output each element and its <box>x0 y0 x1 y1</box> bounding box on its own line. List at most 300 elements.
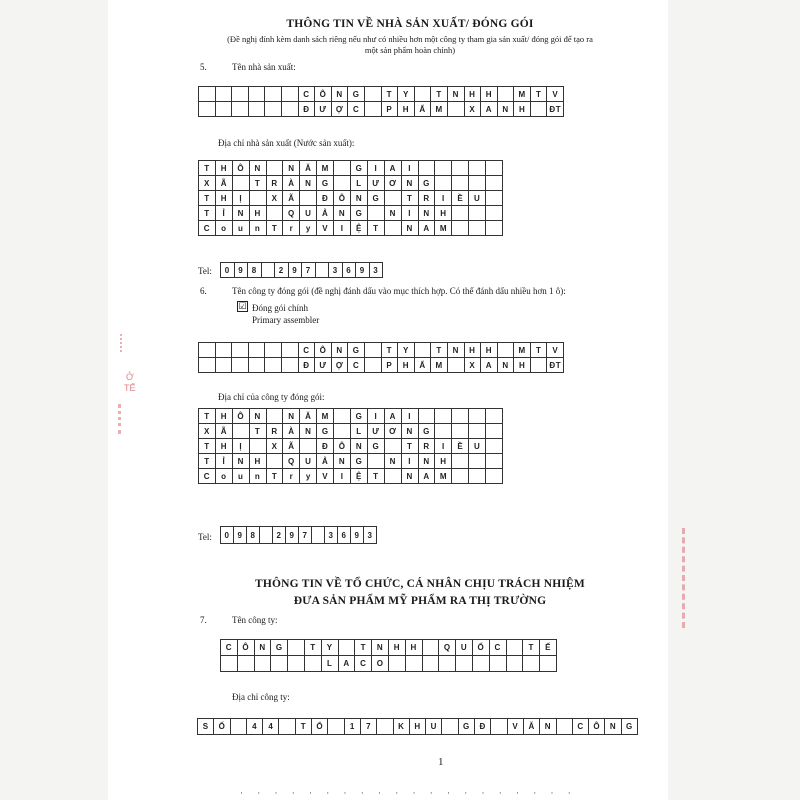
grid-cell: Ô <box>334 191 351 206</box>
grid-cell: y <box>300 221 317 236</box>
grid-cell: Q <box>283 454 300 469</box>
grid-cell <box>334 161 351 176</box>
grid-row <box>199 102 564 117</box>
grid-cell: Ả <box>317 206 334 221</box>
grid-cell <box>215 102 232 117</box>
grid-cell: 9 <box>288 263 302 278</box>
grid-cell: R <box>266 176 283 191</box>
grid-cell: Đ <box>317 439 334 454</box>
grid-cell <box>486 469 503 484</box>
grid-cell <box>418 161 435 176</box>
grid-cell: Ã <box>215 176 232 191</box>
grid-cell: R <box>418 191 435 206</box>
grid-cell: Đ <box>298 102 315 117</box>
grid-cell: N <box>401 221 418 236</box>
grid-cell: T <box>401 191 418 206</box>
grid-cell: Ơ <box>384 176 401 191</box>
grid-cell: Ư <box>315 358 332 373</box>
grid-cell <box>304 656 321 672</box>
grid-cell: N <box>300 424 317 439</box>
grid-cell <box>486 424 503 439</box>
grid-cell: S <box>198 719 214 735</box>
grid-cell: U <box>469 439 486 454</box>
grid-cell: N <box>401 424 418 439</box>
grid-cell <box>266 206 283 221</box>
grid-cell <box>300 439 317 454</box>
grid-cell <box>248 343 265 358</box>
grid-cell: y <box>300 469 317 484</box>
section-note-line2: một sản phẩm hoàn chỉnh) <box>364 45 456 55</box>
grid-cell: Ị <box>232 191 249 206</box>
grid-cell <box>435 409 452 424</box>
grid-cell: X <box>266 191 283 206</box>
grid-cell <box>221 656 238 672</box>
grid-cell: H <box>215 439 232 454</box>
grid-cell: N <box>300 176 317 191</box>
grid-cell <box>199 343 216 358</box>
grid-cell: 9 <box>351 527 364 544</box>
item-number-7: 7. <box>200 615 207 625</box>
grid-cell <box>232 343 249 358</box>
grid-cell <box>388 656 405 672</box>
grid-cell: G <box>317 424 334 439</box>
grid-cell <box>266 161 283 176</box>
grid-cell: I <box>401 161 418 176</box>
grid-cell <box>405 656 422 672</box>
grid-cell <box>486 191 503 206</box>
grid-cell: N <box>418 206 435 221</box>
grid-cell: A <box>384 409 401 424</box>
grid-cell: 7 <box>299 527 312 544</box>
grid-cell: M <box>514 343 531 358</box>
grid-cell <box>364 343 381 358</box>
grid-cell: N <box>249 409 266 424</box>
item-number-6: 6. <box>200 286 207 296</box>
grid-row <box>199 206 503 221</box>
grid-cell: Ố <box>214 719 230 735</box>
grid-cell: T <box>266 469 283 484</box>
grid-row <box>199 358 564 373</box>
grid-cell: T <box>355 640 372 656</box>
grid-cell: T <box>367 469 384 484</box>
grid-cell: G <box>418 176 435 191</box>
grid-cell <box>261 263 275 278</box>
grid-cell <box>384 221 401 236</box>
grid-cell: N <box>283 409 300 424</box>
grid-cell: Ệ <box>351 221 368 236</box>
packer-name-grid <box>198 342 564 373</box>
grid-cell: K <box>393 719 409 735</box>
grid-cell <box>506 640 523 656</box>
grid-cell <box>469 424 486 439</box>
grid-cell: G <box>348 87 365 102</box>
grid-cell: n <box>249 469 266 484</box>
grid-cell <box>469 469 486 484</box>
grid-cell: G <box>348 343 365 358</box>
grid-cell: T <box>431 343 448 358</box>
grid-cell <box>469 206 486 221</box>
grid-cell <box>414 87 431 102</box>
grid-cell: 6 <box>342 263 356 278</box>
grid-cell <box>452 161 469 176</box>
grid-cell: C <box>355 656 372 672</box>
grid-cell: 9 <box>234 527 247 544</box>
grid-cell: Ô <box>315 87 332 102</box>
grid-cell: o <box>215 221 232 236</box>
grid-cell: G <box>367 191 384 206</box>
grid-cell: Ơ <box>384 424 401 439</box>
grid-cell: N <box>331 87 348 102</box>
grid-cell: Ă <box>300 161 317 176</box>
grid-cell <box>265 343 282 358</box>
grid-cell: U <box>300 454 317 469</box>
grid-cell: T <box>530 343 547 358</box>
grid-cell: N <box>447 87 464 102</box>
grid-row <box>199 424 503 439</box>
grid-row <box>199 221 503 236</box>
grid-cell: C <box>572 719 588 735</box>
grid-cell: H <box>405 640 422 656</box>
grid-cell: U <box>456 640 473 656</box>
grid-cell: P <box>381 358 398 373</box>
grid-cell: P <box>381 102 398 117</box>
grid-cell: N <box>334 454 351 469</box>
grid-cell <box>418 409 435 424</box>
grid-cell <box>452 454 469 469</box>
grid-cell: U <box>426 719 442 735</box>
grid-cell: T <box>199 454 216 469</box>
grid-cell: 3 <box>329 263 343 278</box>
grid-cell <box>422 640 439 656</box>
grid-cell: N <box>372 640 389 656</box>
grid-cell: Ệ <box>351 469 368 484</box>
grid-cell: Đ <box>475 719 491 735</box>
grid-cell: 4 <box>263 719 279 735</box>
grid-cell: H <box>388 640 405 656</box>
grid-cell: T <box>199 206 216 221</box>
manufacturer-address-label: Địa chỉ nhà sản xuất (Nước sản xuất): <box>218 138 355 148</box>
grid-cell: V <box>507 719 523 735</box>
grid-cell <box>367 206 384 221</box>
grid-cell: Ỉ <box>215 454 232 469</box>
grid-cell <box>435 176 452 191</box>
grid-cell <box>232 424 249 439</box>
grid-cell: A <box>481 358 498 373</box>
grid-cell: T <box>199 191 216 206</box>
grid-cell: H <box>249 454 266 469</box>
grid-cell: T <box>199 409 216 424</box>
grid-cell: T <box>401 439 418 454</box>
grid-row <box>221 263 383 278</box>
grid-cell <box>265 87 282 102</box>
grid-cell <box>377 719 393 735</box>
grid-cell: V <box>547 87 564 102</box>
grid-cell <box>338 640 355 656</box>
grid-cell: H <box>398 358 415 373</box>
item-number-5: 5. <box>200 62 207 72</box>
grid-cell <box>497 343 514 358</box>
grid-cell: 9 <box>234 263 248 278</box>
grid-cell <box>230 719 246 735</box>
grid-cell <box>435 424 452 439</box>
grid-cell: Ế <box>540 640 557 656</box>
grid-cell: u <box>232 221 249 236</box>
packer-tel-label: Tel: <box>198 532 212 542</box>
grid-cell <box>452 206 469 221</box>
grid-cell: A <box>338 656 355 672</box>
grid-cell <box>232 102 249 117</box>
grid-cell <box>435 161 452 176</box>
grid-cell <box>486 161 503 176</box>
grid-cell: N <box>334 206 351 221</box>
grid-cell: I <box>435 191 452 206</box>
grid-cell: Ả <box>317 454 334 469</box>
grid-cell <box>232 87 249 102</box>
red-stamp-fragment-1 <box>120 334 138 352</box>
grid-cell: T <box>431 87 448 102</box>
grid-cell: 7 <box>360 719 376 735</box>
grid-cell: I <box>334 469 351 484</box>
grid-cell: C <box>298 343 315 358</box>
grid-cell: Ố <box>472 640 489 656</box>
grid-cell: C <box>298 87 315 102</box>
grid-cell <box>300 191 317 206</box>
grid-row <box>198 719 638 735</box>
grid-cell <box>364 358 381 373</box>
grid-cell <box>491 719 507 735</box>
grid-row <box>199 454 503 469</box>
grid-cell <box>281 343 298 358</box>
grid-cell: Ẩ <box>414 102 431 117</box>
grid-cell <box>328 719 344 735</box>
grid-cell: Q <box>439 640 456 656</box>
grid-cell: M <box>435 221 452 236</box>
grid-cell: C <box>348 358 365 373</box>
grid-cell: L <box>351 424 368 439</box>
grid-cell: G <box>351 409 368 424</box>
grid-cell: N <box>497 358 514 373</box>
grid-cell <box>288 640 305 656</box>
grid-cell: T <box>266 221 283 236</box>
grid-cell: A <box>384 161 401 176</box>
grid-cell <box>254 656 271 672</box>
grid-cell: Ợ <box>331 358 348 373</box>
grid-cell: T <box>367 221 384 236</box>
document-page <box>108 0 668 800</box>
grid-row <box>199 469 503 484</box>
grid-cell: N <box>447 343 464 358</box>
grid-cell: U <box>300 206 317 221</box>
grid-cell: H <box>249 206 266 221</box>
company-address-label: Địa chỉ công ty: <box>232 692 290 702</box>
grid-cell <box>447 102 464 117</box>
grid-cell <box>452 176 469 191</box>
grid-cell: ĐT <box>547 358 564 373</box>
grid-row <box>199 343 564 358</box>
grid-cell: Ị <box>232 439 249 454</box>
grid-cell <box>199 87 216 102</box>
grid-cell: I <box>367 161 384 176</box>
grid-cell <box>281 358 298 373</box>
grid-cell: À <box>283 424 300 439</box>
grid-cell <box>456 656 473 672</box>
grid-cell: N <box>605 719 621 735</box>
grid-cell <box>469 161 486 176</box>
grid-cell: Ô <box>334 439 351 454</box>
grid-cell <box>281 87 298 102</box>
grid-cell: N <box>497 102 514 117</box>
company-name-grid <box>220 639 557 672</box>
grid-cell: H <box>464 343 481 358</box>
grid-cell <box>315 263 329 278</box>
grid-cell <box>439 656 456 672</box>
grid-cell: H <box>398 102 415 117</box>
grid-cell: Ã <box>283 191 300 206</box>
grid-cell <box>530 102 547 117</box>
grid-cell: N <box>401 469 418 484</box>
manufacturer-name-label: Tên nhà sản xuất: <box>232 62 296 72</box>
grid-cell: Ã <box>283 439 300 454</box>
grid-cell: X <box>199 424 216 439</box>
grid-cell: Ề <box>452 439 469 454</box>
grid-cell: A <box>418 469 435 484</box>
grid-cell: M <box>431 358 448 373</box>
grid-cell <box>364 87 381 102</box>
grid-cell: Ô <box>237 640 254 656</box>
grid-cell <box>452 424 469 439</box>
grid-cell: 8 <box>248 263 262 278</box>
grid-cell: 3 <box>325 527 338 544</box>
grid-cell: A <box>418 221 435 236</box>
grid-cell: H <box>514 102 531 117</box>
grid-cell: N <box>232 454 249 469</box>
grid-cell: H <box>514 358 531 373</box>
grid-cell: G <box>418 424 435 439</box>
page-number: 1 <box>438 756 444 768</box>
grid-cell: C <box>199 469 216 484</box>
grid-row <box>221 527 377 544</box>
grid-cell: 8 <box>247 527 260 544</box>
company-name-label: Tên công ty: <box>232 615 278 625</box>
grid-cell <box>452 221 469 236</box>
grid-cell <box>367 454 384 469</box>
grid-cell <box>384 469 401 484</box>
grid-cell: G <box>458 719 474 735</box>
grid-cell: O <box>372 656 389 672</box>
stamp-mark-1: Ở <box>126 372 134 382</box>
grid-cell: G <box>621 719 637 735</box>
grid-cell: N <box>283 161 300 176</box>
grid-cell: Ư <box>315 102 332 117</box>
grid-cell: Q <box>283 206 300 221</box>
grid-cell: I <box>401 409 418 424</box>
grid-row <box>199 439 503 454</box>
grid-cell <box>260 527 273 544</box>
packer-tel-grid <box>220 526 377 544</box>
grid-cell: H <box>464 87 481 102</box>
grid-cell: N <box>384 206 401 221</box>
grid-row <box>199 161 503 176</box>
grid-cell: o <box>215 469 232 484</box>
grid-cell: Ô <box>589 719 605 735</box>
grid-cell <box>442 719 458 735</box>
grid-cell: r <box>283 469 300 484</box>
grid-cell <box>249 439 266 454</box>
packer-label: Tên công ty đóng gói (đề nghị đánh dấu vào mục thích hợp. Có thể đánh dấu nhiều hơn 1 ô): <box>232 286 566 296</box>
grid-cell: u <box>232 469 249 484</box>
grid-cell: H <box>215 409 232 424</box>
primary-assembler-checkbox[interactable]: ☑ <box>238 301 247 311</box>
grid-cell: I <box>401 206 418 221</box>
grid-cell: I <box>435 439 452 454</box>
grid-cell <box>215 87 232 102</box>
grid-cell: À <box>283 176 300 191</box>
grid-cell: H <box>409 719 425 735</box>
section-title-responsible-2: ĐƯA SẢN PHẨM MỸ PHẨM RA THỊ TRƯỜNG <box>293 595 547 607</box>
grid-cell: H <box>481 343 498 358</box>
grid-cell <box>452 409 469 424</box>
grid-row <box>221 656 557 672</box>
grid-cell: N <box>401 176 418 191</box>
grid-cell <box>279 719 295 735</box>
grid-cell <box>288 656 305 672</box>
grid-cell: 2 <box>273 527 286 544</box>
grid-cell: Ã <box>215 424 232 439</box>
grid-cell: Ẩ <box>414 358 431 373</box>
grid-cell <box>199 358 216 373</box>
grid-cell <box>556 719 572 735</box>
grid-cell: I <box>334 221 351 236</box>
grid-row <box>199 191 503 206</box>
grid-cell: Ă <box>300 409 317 424</box>
red-stamp-fragment-2 <box>118 404 139 434</box>
grid-cell: T <box>249 176 266 191</box>
grid-row <box>199 176 503 191</box>
grid-cell <box>486 454 503 469</box>
grid-cell: V <box>317 469 334 484</box>
grid-cell: H <box>435 454 452 469</box>
grid-cell: Ô <box>232 409 249 424</box>
grid-cell: Ô <box>232 161 249 176</box>
grid-cell <box>469 176 486 191</box>
grid-cell: G <box>317 176 334 191</box>
grid-row <box>221 640 557 656</box>
grid-cell: T <box>304 640 321 656</box>
grid-cell: T <box>249 424 266 439</box>
red-stamp-fragment-3 <box>682 528 697 628</box>
grid-cell: U <box>469 191 486 206</box>
grid-cell: N <box>351 439 368 454</box>
grid-cell: X <box>464 102 481 117</box>
grid-cell <box>248 102 265 117</box>
grid-cell: 3 <box>364 527 377 544</box>
grid-cell: n <box>249 221 266 236</box>
grid-cell <box>530 358 547 373</box>
grid-cell <box>447 358 464 373</box>
primary-assembler-label: Đóng gói chính <box>252 303 308 313</box>
grid-cell <box>215 358 232 373</box>
manufacturer-name-grid <box>198 86 564 117</box>
section-title-manufacturer: THÔNG TIN VỀ NHÀ SẢN XUẤT/ ĐÓNG GÓI <box>286 18 534 30</box>
grid-cell <box>334 424 351 439</box>
grid-cell <box>334 409 351 424</box>
grid-cell: N <box>254 640 271 656</box>
grid-cell <box>452 469 469 484</box>
grid-cell <box>486 439 503 454</box>
grid-cell: X <box>464 358 481 373</box>
manufacturer-tel-label: Tel: <box>198 266 212 276</box>
grid-cell: 3 <box>369 263 383 278</box>
